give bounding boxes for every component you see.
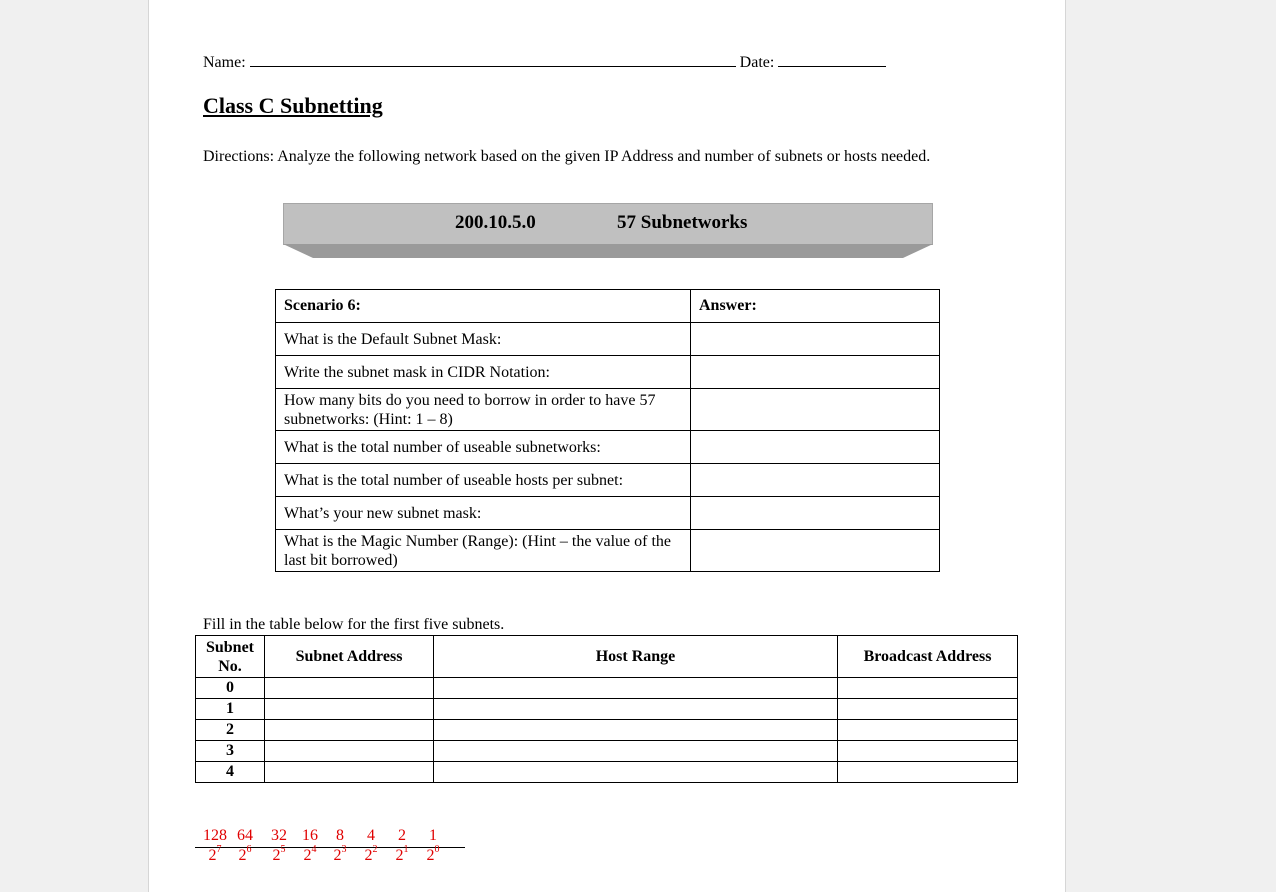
power-value: 1 bbox=[429, 827, 437, 844]
question-4: What is the total number of useable subnetworks: bbox=[276, 431, 691, 464]
subnet-address-cell[interactable] bbox=[265, 678, 434, 699]
power-value: 8 bbox=[336, 827, 344, 844]
power-value: 64 bbox=[237, 827, 253, 844]
power-exponent: $2^4$ bbox=[303, 844, 317, 864]
name-label: Name: bbox=[203, 54, 246, 71]
name-date-line bbox=[203, 52, 886, 72]
subnet-number: 3 bbox=[196, 741, 265, 762]
subnet-number: 2 bbox=[196, 720, 265, 741]
answer-cell-1[interactable] bbox=[691, 323, 940, 356]
scenario-table bbox=[275, 289, 940, 572]
powers-divider bbox=[195, 847, 465, 848]
power-exponent: $2^1$ bbox=[395, 844, 409, 864]
question-5: What is the total number of useable hosts per subnet: bbox=[276, 464, 691, 497]
table-row bbox=[196, 762, 1018, 783]
table-row bbox=[196, 699, 1018, 720]
answer-cell-2[interactable] bbox=[691, 356, 940, 389]
page-title: Class C Subnetting bbox=[203, 93, 383, 118]
col-subnet-address: Subnet Address bbox=[265, 636, 434, 678]
broadcast-cell[interactable] bbox=[838, 699, 1018, 720]
banner-ip: 200.10.5.0 bbox=[455, 212, 536, 233]
power-value: 32 bbox=[271, 827, 287, 844]
document-page bbox=[148, 0, 1066, 892]
subnet-number: 0 bbox=[196, 678, 265, 699]
banner-subnets: 57 Subnetworks bbox=[617, 212, 748, 233]
table-row bbox=[196, 741, 1018, 762]
network-banner bbox=[283, 203, 933, 259]
question-6: What’s your new subnet mask: bbox=[276, 497, 691, 530]
broadcast-cell[interactable] bbox=[838, 741, 1018, 762]
host-range-cell[interactable] bbox=[434, 720, 838, 741]
broadcast-cell[interactable] bbox=[838, 720, 1018, 741]
name-blank bbox=[250, 52, 736, 67]
broadcast-cell[interactable] bbox=[838, 678, 1018, 699]
host-range-cell[interactable] bbox=[434, 699, 838, 720]
subnet-address-cell[interactable] bbox=[265, 720, 434, 741]
power-exponent: $2^6$ bbox=[238, 844, 252, 864]
directions-text: Directions: Analyze the following network based on the given IP Address and number of subnets or hosts needed. bbox=[203, 148, 931, 165]
date-blank bbox=[778, 52, 886, 67]
answer-cell-6[interactable] bbox=[691, 497, 940, 530]
answer-cell-3[interactable] bbox=[691, 389, 940, 431]
scenario-header: Scenario 6: bbox=[276, 290, 691, 323]
power-exponent: $2^5$ bbox=[272, 844, 286, 864]
power-value: 4 bbox=[367, 827, 375, 844]
subnet-number: 4 bbox=[196, 762, 265, 783]
question-7: What is the Magic Number (Range): (Hint – the value of the last bit borrowed) bbox=[276, 530, 691, 572]
col-subnet-no: Subnet No. bbox=[196, 636, 265, 678]
power-value: 2 bbox=[398, 827, 406, 844]
col-host-range: Host Range bbox=[434, 636, 838, 678]
question-2: Write the subnet mask in CIDR Notation: bbox=[276, 356, 691, 389]
fill-instruction: Fill in the table below for the first five subnets. bbox=[203, 616, 505, 633]
question-1: What is the Default Subnet Mask: bbox=[276, 323, 691, 356]
power-value: 128 bbox=[203, 827, 227, 844]
table-row bbox=[196, 720, 1018, 741]
subnet-address-cell[interactable] bbox=[265, 699, 434, 720]
subnet-table bbox=[195, 635, 1018, 783]
answer-cell-5[interactable] bbox=[691, 464, 940, 497]
answer-cell-7[interactable] bbox=[691, 530, 940, 572]
date-label: Date: bbox=[739, 54, 775, 71]
subnet-address-cell[interactable] bbox=[265, 762, 434, 783]
host-range-cell[interactable] bbox=[434, 762, 838, 783]
answer-header: Answer: bbox=[691, 290, 940, 323]
subnet-address-cell[interactable] bbox=[265, 741, 434, 762]
broadcast-cell[interactable] bbox=[838, 762, 1018, 783]
power-exponent: $2^2$ bbox=[364, 844, 378, 864]
power-value: 16 bbox=[302, 827, 318, 844]
table-row bbox=[196, 678, 1018, 699]
host-range-cell[interactable] bbox=[434, 678, 838, 699]
power-exponent: $2^7$ bbox=[208, 844, 222, 864]
power-exponent: $2^3$ bbox=[333, 844, 347, 864]
answer-cell-4[interactable] bbox=[691, 431, 940, 464]
host-range-cell[interactable] bbox=[434, 741, 838, 762]
question-3: How many bits do you need to borrow in order to have 57 subnetworks: (Hint: 1 – 8) bbox=[276, 389, 691, 431]
col-broadcast-address: Broadcast Address bbox=[838, 636, 1018, 678]
subnet-number: 1 bbox=[196, 699, 265, 720]
power-exponent: $2^0$ bbox=[426, 844, 440, 864]
banner-bevel bbox=[283, 244, 933, 259]
